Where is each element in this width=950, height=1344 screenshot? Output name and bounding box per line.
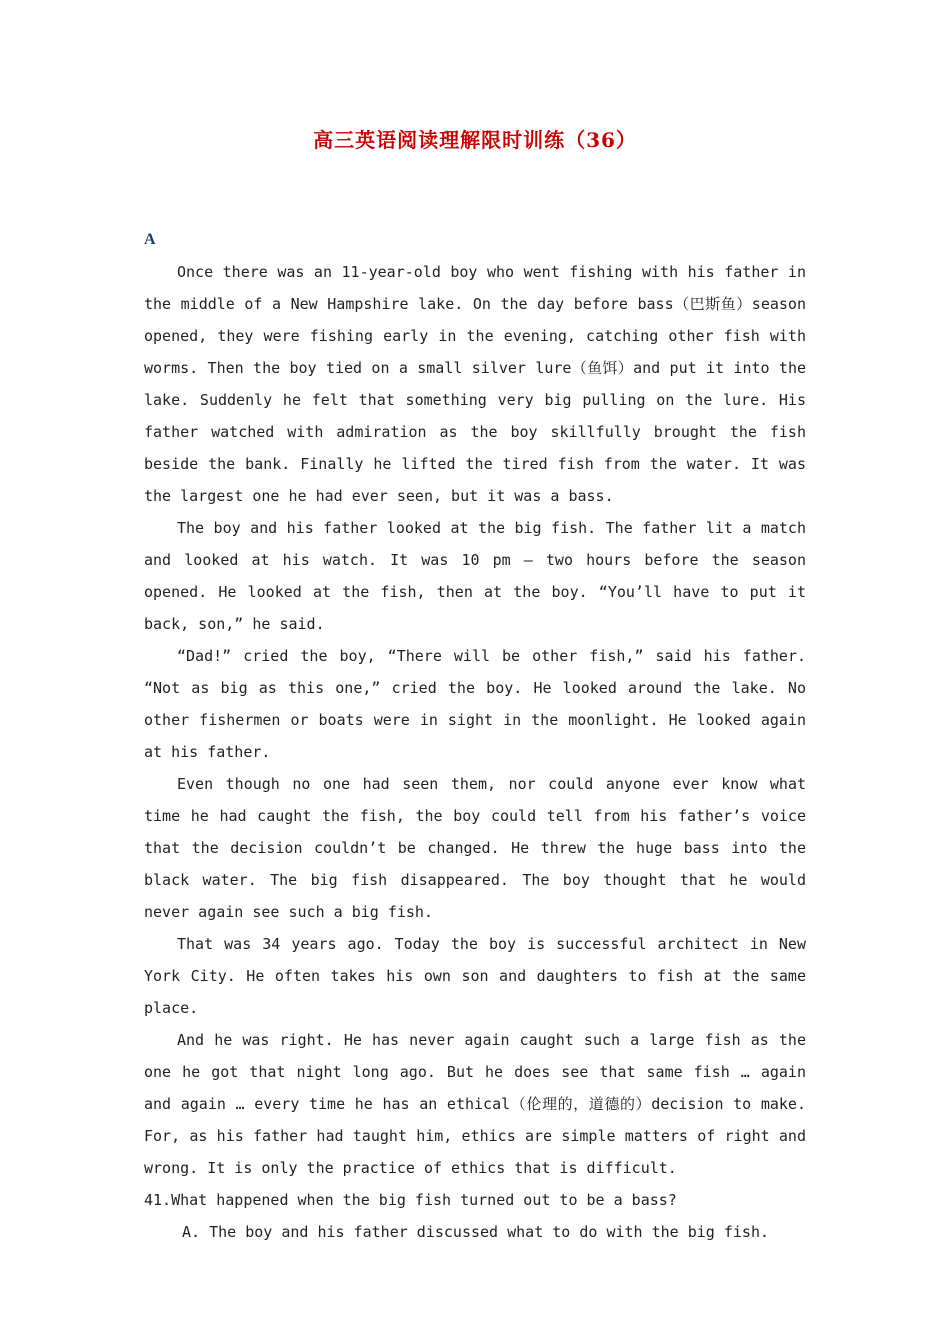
paragraph-2: The boy and his father looked at the big fish. The father lit a match and looked at his watch. It was 10 pm – two hours before the season opened. He looked at the fish, then at the boy. “You’ll have to put it back, son,” he said. (144, 519, 806, 633)
question-41: 41.What happened when the big fish turned out to be a bass? (144, 1191, 677, 1209)
paragraph-1: Once there was an 11-year-old boy who went fishing with his father in the middle of a New Hampshire lake. On the day before bass（巴斯鱼）season opened, they were fishing early in the evening, catching other fish with worms. Then the boy tied on a small silver lure（鱼饵）and put it into the lake. Suddenly he felt that something very big pulling on the lure. His father watched with admiration as the boy skillfully brought the fish beside the bank. Finally he lifted the tired fish from the water. It was the largest one he had ever seen, but it was a bass. (144, 263, 806, 505)
paragraph-4: Even though no one had seen them, nor could anyone ever know what time he had caught the fish, the boy could tell from his father’s voice that the decision couldn’t be changed. He threw the huge bass into the black water. The big fish disappeared. The boy thought that he would never again see such a big fish. (144, 775, 806, 921)
reading-passage (144, 224, 806, 1248)
page-title: 高三英语阅读理解限时训练（36） (313, 128, 637, 152)
paragraph-6: And he was right. He has never again caught such a large fish as the one he got that night long ago. But he does see that same fish … again and again … every time he has an ethical（伦理的，道德的）decision to make. For, as his father had taught him, ethics are simple matters of right and wrong. It is only the practice of ethics that is difficult. (144, 1031, 806, 1177)
paragraph-5: That was 34 years ago. Today the boy is successful architect in New York City. He often takes his own son and daughters to fish at the same place. (144, 935, 806, 1017)
section-label: A (144, 231, 156, 248)
paragraph-3: “Dad!” cried the boy, “There will be other fish,” said his father. “Not as big as this one,” cried the boy. He looked around the lake. No other fishermen or boats were in sight in the moonlight. He looked again at his father. (144, 647, 806, 761)
option-a: A. The boy and his father discussed what to do with the big fish. (182, 1223, 769, 1241)
